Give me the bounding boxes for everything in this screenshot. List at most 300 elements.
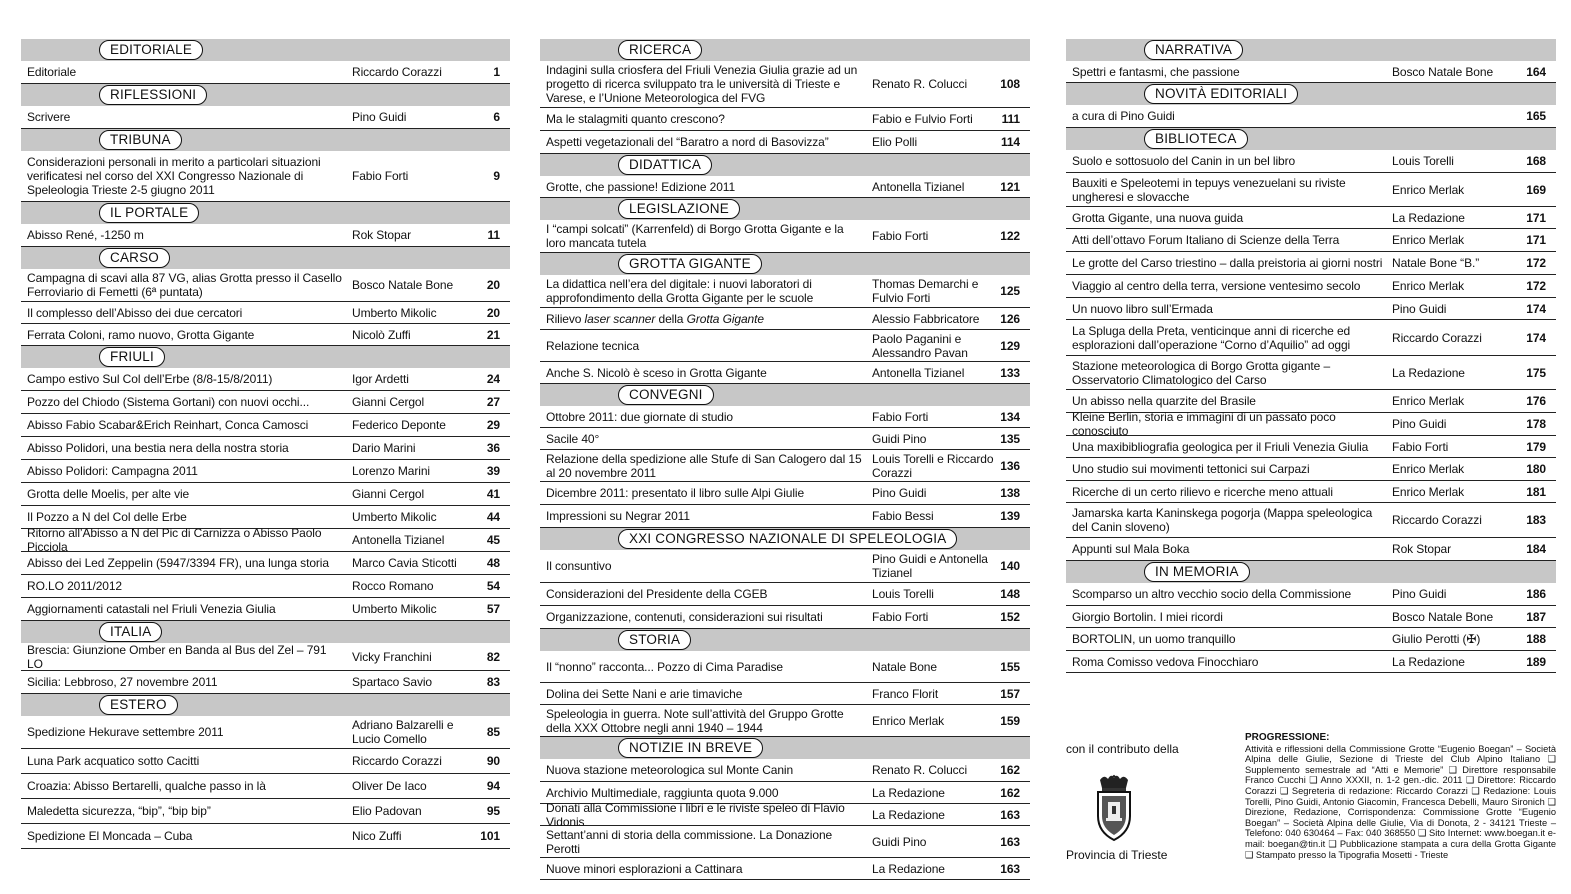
entry-author: Guidi Pino: [872, 834, 927, 849]
entry-author: Pino Guidi: [352, 110, 407, 124]
entry-page: 6: [493, 110, 500, 124]
entry-author: Franco Florit: [872, 686, 939, 701]
section-header: [21, 621, 510, 643]
entry-title: Editoriale: [27, 65, 77, 79]
entry-title: Un abisso nella quarzite del Brasile: [1072, 394, 1256, 408]
entry-title: Considerazioni del Presidente della CGEB: [546, 587, 768, 601]
entry-page: 162: [1000, 785, 1020, 800]
section-title: TRIBUNA: [99, 130, 182, 150]
entry-author: Pino Guidi: [1392, 301, 1447, 316]
toc-entry[interactable]: [1066, 252, 1556, 275]
entry-title: Giorgio Bortolin. I miei ricordi: [1072, 609, 1223, 624]
entry-title: Organizzazione, contenuti, considerazioni sui risultati: [546, 610, 823, 624]
section-header: [540, 198, 1030, 220]
toc-entry[interactable]: [21, 414, 510, 437]
entry-page: 41: [486, 487, 500, 501]
toc-entry[interactable]: [1066, 173, 1556, 207]
entry-title: RO.LO 2011/2012: [27, 579, 123, 593]
entry-author: Antonella Tizianel: [872, 179, 965, 194]
section-header: [540, 39, 1030, 61]
toc-entry[interactable]: [540, 482, 1030, 505]
entry-page: 172: [1526, 279, 1546, 293]
entry-page: 165: [1526, 109, 1546, 123]
toc-entry[interactable]: [21, 151, 510, 202]
entry-page: 171: [1526, 210, 1546, 225]
entry-author: Fabio e Fulvio Forti: [872, 112, 973, 126]
entry-page: 163: [1000, 807, 1020, 822]
entry-author: Gianni Cergol: [352, 487, 425, 501]
section-title: FRIULI: [99, 347, 165, 367]
entry-page: 184: [1526, 542, 1546, 556]
entry-page: 45: [486, 533, 500, 547]
toc-entry[interactable]: [1066, 298, 1556, 320]
entry-title: Kleine Berlin, storia e immagini di un passato poco conosciuto: [1072, 410, 1336, 438]
entry-title: Nuove minori esplorazioni a Cattinara: [546, 861, 743, 876]
province-coat-of-arms-icon: [1094, 772, 1134, 844]
entry-title: Suolo e sottosuolo del Canin in un bel libro: [1072, 154, 1296, 168]
entry-author: Fabio Forti: [872, 610, 929, 624]
entry-page: 121: [1000, 179, 1020, 194]
entry-page: 163: [1000, 834, 1020, 849]
section-header: [21, 202, 510, 224]
section-header: [540, 253, 1030, 275]
entry-page: 24: [486, 372, 500, 386]
province-name: Provincia di Trieste: [1066, 848, 1168, 862]
entry-page: 133: [1000, 365, 1020, 380]
toc-entry[interactable]: [21, 671, 510, 694]
entry-author: Louis Torelli: [872, 587, 934, 601]
colophon-text: Attività e riflessioni della Commissione Grotte “Eugenio Boegan” – Società Alpina delle Giulie, Sezione di Trieste del Club Alpino Italiano ❑ Supplemento semestrale ad “Atti e Memorie” ❑ Direttore responsabile Franco Cucchi ❑ Anno XXXII, n. 1-2 gen.-dic. 2011 ❑ Direttore: Riccardo Corazzi ❑ Segreteria di redazione: Riccardo Corazzi ❑ Redazione: Louis Torelli, Pino Guidi, Antonio Giacomin, Francesca Debelli, Mauro Sironich ❑ Direzione, Redazione, Corrispondenza: Commissione Grotte “Eugenio Boegan” – Società Alpina delle Giulie, Via di Donota, 2 - 34121 Trieste – Telefono: 040 630464 – Fax: 040 368550 ❑ Sito Internet: www.boegan.it e-mail: boegan@tin.it ❑ Pubblicazione stampata a cura della Grotta Gigante ❑ Stampato presso la Tipografia Mosetti - Trieste: [1245, 743, 1556, 860]
entry-page: 176: [1526, 394, 1546, 408]
entry-author: Giulio Perotti (✠): [1392, 632, 1481, 646]
entry-title: Un nuovo libro sull’Ermada: [1072, 301, 1213, 316]
toc-entry[interactable]: [1066, 606, 1556, 628]
toc-entry[interactable]: [21, 643, 510, 671]
entry-title: Stazione meteorologica di Borgo Grotta gigante – Osservatorio Climatologico del Carso: [1072, 358, 1331, 387]
toc-entry[interactable]: [540, 583, 1030, 606]
entry-author: Vicky Franchini: [352, 649, 432, 664]
toc-entry[interactable]: [1066, 628, 1556, 651]
entry-title: Donati alla Commissione i libri e le riviste speleo di Flavio Vidonis: [546, 800, 845, 829]
toc-entry[interactable]: [540, 108, 1030, 131]
section-header: [1066, 128, 1556, 150]
toc-entry[interactable]: [540, 705, 1030, 737]
toc-entry[interactable]: [1066, 410, 1556, 438]
entry-page: 39: [486, 464, 500, 478]
toc-entry[interactable]: [540, 651, 1030, 683]
entry-author: Thomas Demarchi e Fulvio Forti: [872, 277, 979, 305]
entry-author: Umberto Mikolic: [352, 305, 437, 320]
toc-entry[interactable]: [1066, 651, 1556, 673]
entry-title: Campagna di scavi alla 87 VG, alias Grotta presso il Casello Ferroviario di Femetti (6ª puntata): [27, 271, 342, 299]
entry-author: Elio Polli: [872, 135, 918, 149]
entry-author: Enrico Merlak: [1392, 462, 1465, 476]
entry-title: Ritorno all’Abisso a N del Pic di Carnizza o Abisso Paolo Picciola: [27, 526, 322, 554]
entry-title: Ricerche di un certo rilievo e ricerche meno attuali: [1072, 484, 1333, 499]
entry-author: Igor Ardetti: [352, 372, 409, 386]
toc-entry[interactable]: [1066, 275, 1556, 298]
entry-page: 179: [1526, 439, 1546, 454]
entry-author: Gianni Cergol: [352, 395, 425, 409]
entry-title: Abisso René, -1250 m: [27, 228, 144, 242]
entry-author: Enrico Merlak: [872, 713, 945, 728]
toc-entry[interactable]: [21, 799, 510, 824]
entry-author: Fabio Forti: [1392, 439, 1449, 454]
section-header: [21, 84, 510, 106]
entry-title: Croazia: Abisso Bertarelli, qualche passo in là: [27, 779, 266, 793]
toc-entry[interactable]: [540, 800, 1030, 829]
entry-author: Dario Marini: [352, 441, 416, 455]
toc-entry[interactable]: [540, 450, 1030, 482]
entry-page: 27: [486, 395, 500, 409]
toc-entry[interactable]: [21, 224, 510, 247]
toc-entry[interactable]: [1066, 105, 1556, 128]
entry-title: Archivio Multimediale, raggiunta quota 9.000: [546, 785, 779, 800]
toc-entry[interactable]: [540, 858, 1030, 880]
entry-page: 122: [1000, 229, 1020, 243]
entry-author: Natale Bone: [872, 659, 937, 674]
entry-author: Fabio Forti: [872, 409, 929, 424]
entry-title-italic: laser scanner: [584, 311, 656, 326]
toc-entry[interactable]: [21, 716, 510, 749]
entry-title: La Spluga della Preta, venticinque anni di ricerche ed esplorazioni dall’operazione “Corno d’Aquilio” ad oggi: [1072, 323, 1351, 352]
entry-author: La Redazione: [872, 785, 945, 800]
entry-author: Oliver De Iaco: [352, 779, 427, 793]
section-title: EDITORIALE: [99, 40, 203, 60]
section-title: ESTERO: [99, 695, 178, 715]
section-title: BIBLIOTECA: [1144, 129, 1248, 149]
entry-title: Dicembre 2011: presentato il libro sulle Alpi Giulie: [546, 486, 805, 500]
entry-title: Abisso Fabio Scabar&Erich Reinhart, Conca Camosci: [27, 418, 309, 432]
toc-entry[interactable]: [540, 131, 1030, 154]
entry-page: 129: [1000, 338, 1020, 353]
entry-page: 54: [486, 579, 500, 593]
toc-entry[interactable]: [540, 362, 1030, 384]
toc-entry[interactable]: [21, 824, 510, 849]
colophon: [1245, 733, 1556, 860]
entry-title: Grotta Gigante, una nuova guida: [1072, 210, 1244, 225]
entry-page: 187: [1526, 609, 1546, 624]
toc-entry[interactable]: [21, 302, 510, 324]
entry-page: 90: [486, 754, 500, 768]
entry-title: Abisso dei Led Zeppelin (5947/3394 FR), una lunga storia: [27, 556, 329, 570]
entry-page: 174: [1526, 330, 1546, 345]
entry-page: 114: [1000, 135, 1020, 149]
entry-page: 9: [493, 169, 500, 183]
toc-entry[interactable]: [21, 437, 510, 460]
entry-page: 188: [1526, 632, 1546, 646]
entry-page: 111: [1001, 112, 1020, 126]
toc-entry[interactable]: [1066, 320, 1556, 356]
entry-title: Brescia: Giunzione Omber en Banda al Bus del Zel – 791 LO: [27, 642, 327, 671]
toc-column-1: [21, 39, 510, 849]
entry-title: Una maxibibliografia geologica per il Friuli Venezia Giulia: [1072, 439, 1369, 454]
section-title: IL PORTALE: [99, 203, 199, 223]
entry-author: La Redazione: [1392, 365, 1465, 380]
entry-title: Considerazioni personali in merito a particolari situazioni verificatesi nel corso del XXI Congresso Nazionale di Speleologia Trieste 2-5 giugno 2011: [27, 155, 321, 197]
entry-author: Elio Padovan: [352, 804, 422, 818]
entry-author: Nicolò Zuffi: [352, 327, 411, 342]
entry-page: 152: [1000, 610, 1020, 624]
toc-entry[interactable]: [1066, 207, 1556, 229]
entry-author: Pino Guidi: [872, 486, 927, 500]
toc-entry[interactable]: [540, 220, 1030, 253]
toc-entry[interactable]: [21, 575, 510, 598]
entry-page: 95: [486, 804, 500, 818]
entry-title: BORTOLIN, un uomo tranquillo: [1072, 632, 1236, 646]
entry-title: Scrivere: [27, 110, 71, 124]
section-title: NOVITÀ EDITORIALI: [1144, 84, 1298, 104]
section-title: RIFLESSIONI: [99, 85, 207, 105]
entry-page: 181: [1526, 484, 1546, 499]
entry-title: Grotte, che passione! Edizione 2011: [546, 179, 736, 194]
entry-title: Maledetta sicurezza, “bip”, “bip bip”: [27, 804, 211, 818]
entry-author: La Redazione: [872, 861, 945, 876]
section-title: NOTIZIE IN BREVE: [618, 738, 763, 758]
toc-entry[interactable]: [540, 308, 1030, 330]
toc-entry[interactable]: [1066, 61, 1556, 83]
entry-title: Grotta delle Moelis, per alte vie: [27, 487, 190, 501]
entry-page: 85: [486, 725, 500, 739]
entry-author: Lorenzo Marini: [352, 464, 430, 478]
entry-page: 57: [486, 602, 500, 616]
section-header: [540, 629, 1030, 651]
toc-entry[interactable]: [1066, 150, 1556, 173]
entry-title: Indagini sulla criosfera del Friuli Venezia Giulia grazie ad un progetto di ricerca sviluppato tra le università di Trieste e Varese, e l’Unione Meteorologica del FVG: [546, 63, 858, 105]
section-title: CONVEGNI: [618, 385, 714, 405]
entry-page: 186: [1526, 587, 1546, 601]
toc-entry[interactable]: [21, 598, 510, 621]
entry-author: Umberto Mikolic: [352, 510, 437, 524]
entry-author: Enrico Merlak: [1392, 279, 1465, 293]
entry-title: Spedizione Hekurave settembre 2011: [27, 725, 224, 739]
entry-title: Impressioni su Negrar 2011: [546, 509, 690, 523]
entry-author: Alessio Fabbricatore: [872, 311, 980, 326]
entry-page: 136: [1000, 458, 1020, 473]
entry-page: 44: [486, 510, 500, 524]
entry-author: La Redazione: [872, 807, 945, 822]
entry-page: 20: [486, 305, 500, 320]
toc-entry[interactable]: [21, 483, 510, 506]
entry-author: La Redazione: [1392, 654, 1465, 669]
entry-page: 1: [493, 65, 500, 79]
entry-page: 180: [1526, 462, 1546, 476]
entry-title: Pozzo del Chiodo (Sistema Gortani) con nuovi occhi...: [27, 395, 310, 409]
colophon-title: PROGRESSIONE:: [1245, 732, 1330, 743]
entry-author: Enrico Merlak: [1392, 484, 1465, 499]
entry-author: Spartaco Savio: [352, 675, 432, 689]
entry-author: Bosco Natale Bone: [1392, 64, 1494, 79]
toc-entry[interactable]: [1066, 583, 1556, 606]
entry-author: Renato R. Colucci: [872, 77, 968, 91]
toc-entry[interactable]: [540, 406, 1030, 428]
entry-title: Aspetti vegetazionali del “Baratro a nord di Basovizza”: [546, 135, 829, 149]
entry-author: Louis Torelli e Riccardo Corazzi: [872, 451, 994, 480]
section-title: CARSO: [99, 248, 170, 268]
toc-entry[interactable]: [21, 460, 510, 483]
section-title: RICERCA: [618, 40, 702, 60]
toc-entry[interactable]: [1066, 458, 1556, 481]
entry-title: Uno studio sui movimenti tettonici sui Carpazi: [1072, 462, 1310, 476]
entry-title: Scomparso un altro vecchio socio della Commissione: [1072, 587, 1352, 601]
section-header: [1066, 83, 1556, 105]
entry-page: 163: [1000, 861, 1020, 876]
entry-title: Ma le stalagmiti quanto crescono?: [546, 112, 725, 126]
entry-title-italic: Grotta Gigante: [686, 311, 764, 326]
entry-page: 20: [486, 278, 500, 292]
entry-author: Riccardo Corazzi: [1392, 330, 1482, 345]
section-header: [540, 528, 1030, 550]
entry-page: 183: [1526, 513, 1546, 527]
toc-entry[interactable]: [21, 552, 510, 575]
entry-title: a cura di Pino Guidi: [1072, 109, 1175, 123]
entry-author: Antonella Tizianel: [352, 533, 445, 547]
entry-author: Bosco Natale Bone: [352, 278, 454, 292]
toc-entry[interactable]: [540, 61, 1030, 108]
entry-page: 139: [1000, 509, 1020, 523]
entry-page: 125: [1000, 284, 1020, 298]
entry-page: 172: [1526, 256, 1546, 270]
entry-author: Enrico Merlak: [1392, 394, 1465, 408]
entry-page: 101: [480, 829, 500, 843]
entry-author: Pino Guidi: [1392, 417, 1447, 431]
toc-entry[interactable]: [540, 505, 1030, 528]
toc-entry[interactable]: [21, 774, 510, 799]
toc-entry[interactable]: [540, 606, 1030, 629]
toc-entry[interactable]: [1066, 481, 1556, 503]
section-header: [21, 247, 510, 269]
entry-page: 21: [486, 327, 500, 342]
toc-entry[interactable]: [21, 368, 510, 391]
toc-entry[interactable]: [540, 275, 1030, 308]
entry-page: 126: [1000, 311, 1020, 326]
entry-author: Rok Stopar: [1392, 542, 1452, 556]
entry-page: 162: [1000, 763, 1020, 777]
entry-title: Appunti sul Mala Boka: [1072, 542, 1190, 556]
entry-page: 155: [1000, 659, 1020, 674]
toc-entry[interactable]: [1066, 356, 1556, 390]
entry-author: Renato R. Colucci: [872, 763, 968, 777]
entry-title: Roma Comisso vedova Finocchiaro: [1072, 654, 1259, 669]
toc-entry[interactable]: [21, 391, 510, 414]
section-header: [21, 39, 510, 61]
entry-title: Bauxiti e Speleotemi in tepuys venezuelani su riviste ungheresi e slovacche: [1072, 175, 1346, 204]
toc-entry[interactable]: [540, 550, 1030, 583]
entry-author: Riccardo Corazzi: [352, 65, 442, 79]
entry-title: Relazione della spedizione alle Stufe di San Calogero dal 15 al 20 novembre 2011: [546, 451, 862, 480]
entry-author: Pino Guidi: [1392, 587, 1447, 601]
entry-page: 168: [1526, 154, 1546, 168]
toc-entry[interactable]: [1066, 503, 1556, 538]
toc-entry[interactable]: [1066, 229, 1556, 252]
entry-author: Paolo Paganini e Alessandro Pavan: [872, 331, 968, 360]
entry-author: Riccardo Corazzi: [352, 754, 442, 768]
toc-entry[interactable]: [1066, 436, 1556, 458]
entry-title: Nuova stazione meteorologica sul Monte Canin: [546, 763, 794, 777]
toc-entry[interactable]: [1066, 538, 1556, 561]
entry-title: Dolina dei Sette Nani e arie timaviche: [546, 686, 743, 701]
entry-page: 178: [1526, 417, 1546, 431]
entry-author: Umberto Mikolic: [352, 602, 437, 616]
entry-page: 174: [1526, 301, 1546, 316]
section-header: [1066, 561, 1556, 583]
section-title: ITALIA: [99, 622, 162, 642]
entry-title: I “campi solcati” (Karrenfeld) di Borgo Grotta Gigante e la loro mancata tutela: [546, 222, 844, 250]
toc-entry[interactable]: [21, 526, 510, 554]
entry-title: Spedizione El Moncada – Cuba: [27, 829, 193, 843]
entry-author: Rok Stopar: [352, 228, 412, 242]
section-title: DIDATTICA: [618, 155, 712, 175]
entry-author: Marco Cavia Sticotti: [352, 556, 457, 570]
entry-page: 157: [1000, 686, 1020, 701]
toc-entry[interactable]: [540, 826, 1030, 858]
entry-page: 11: [487, 228, 500, 242]
entry-page: 169: [1526, 182, 1546, 197]
entry-page: 148: [1000, 587, 1020, 601]
section-header: [540, 737, 1030, 759]
entry-title: Le grotte del Carso triestino – dalla preistoria ai giorni nostri: [1072, 256, 1383, 270]
section-title: STORIA: [618, 630, 691, 650]
toc-entry[interactable]: [540, 330, 1030, 362]
toc-entry[interactable]: [21, 269, 510, 302]
entry-title: Il complesso dell’Abisso dei due cercatori: [27, 305, 243, 320]
entry-title: Campo estivo Sul Col dell’Erbe (8/8-15/8/2011): [27, 372, 273, 386]
toc-entry[interactable]: [540, 428, 1030, 450]
entry-author: Federico Deponte: [352, 418, 446, 432]
entry-title: Sicilia: Lebbroso, 27 novembre 2011: [27, 675, 218, 689]
entry-title: Ottobre 2011: due giornate di studio: [546, 409, 733, 424]
entry-author: Nico Zuffi: [352, 829, 402, 843]
entry-page: 175: [1526, 365, 1546, 380]
entry-author: Rocco Romano: [352, 579, 434, 593]
entry-title: Relazione tecnica: [546, 338, 640, 353]
entry-page: 135: [1000, 431, 1020, 446]
toc-entry[interactable]: [21, 106, 510, 129]
entry-title: Rilievo laser scanner della Grotta Gigante: [546, 311, 764, 326]
entry-title: Il Pozzo a N del Col delle Erbe: [27, 510, 187, 524]
toc-column-2: [540, 39, 1030, 880]
entry-page: 94: [486, 779, 500, 793]
entry-title: Jamarska karta Kaninskega pogorja (Mappa speleologica del Canin sloveno): [1072, 506, 1373, 534]
section-title: GROTTA GIGANTE: [618, 254, 762, 274]
entry-page: 108: [1000, 77, 1020, 91]
credit-text: con il contributo della: [1066, 742, 1179, 756]
toc-entry[interactable]: [21, 324, 510, 346]
entry-page: 36: [486, 441, 500, 455]
entry-page: 82: [486, 649, 500, 664]
entry-title: Speleologia in guerra. Note sull’attività del Gruppo Grotte della XXX Ottobre negli anni 1940 – 1944: [546, 706, 844, 735]
entry-page: 83: [486, 675, 500, 689]
section-header: [21, 694, 510, 716]
entry-title: Aggiornamenti catastali nel Friuli Venezia Giulia: [27, 602, 276, 616]
entry-title: Abisso Polidori, una bestia nera della nostra storia: [27, 441, 289, 455]
entry-title: Atti dell’ottavo Forum Italiano di Scienze della Terra: [1072, 233, 1340, 247]
entry-author: Antonella Tizianel: [872, 365, 965, 380]
entry-author: Enrico Merlak: [1392, 182, 1465, 197]
toc-entry[interactable]: [540, 759, 1030, 782]
entry-page: 140: [1000, 559, 1020, 573]
toc-entry[interactable]: [21, 61, 510, 84]
entry-page: 159: [1000, 713, 1020, 728]
section-title: NARRATIVA: [1144, 40, 1243, 60]
entry-author: Guidi Pino: [872, 431, 927, 446]
toc-entry[interactable]: [21, 749, 510, 774]
toc-entry[interactable]: [540, 683, 1030, 705]
entry-author: Natale Bone “B.”: [1392, 256, 1480, 270]
entry-title: Il consuntivo: [546, 559, 612, 573]
toc-entry[interactable]: [540, 176, 1030, 198]
entry-author: Pino Guidi e Antonella Tizianel: [872, 552, 988, 580]
